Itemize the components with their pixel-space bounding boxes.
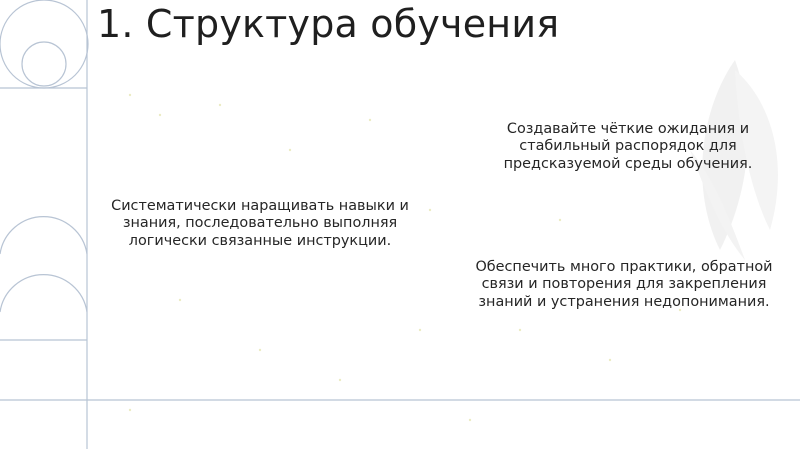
slide-title: 1. Структура обучения [97,2,560,46]
text-block-practice: Обеспечить много практики, обратной связи и повторения для закрепления знаний и устранения недопонимания. [475,259,773,310]
text-block-systematic: Систематически наращивать навыки и знания, последовательно выполняя логически связанные инструкции. [111,198,409,249]
text-block-expectations: Создавайте чёткие ожидания и стабильный распорядок для предсказуемой среды обучения. [503,121,753,172]
